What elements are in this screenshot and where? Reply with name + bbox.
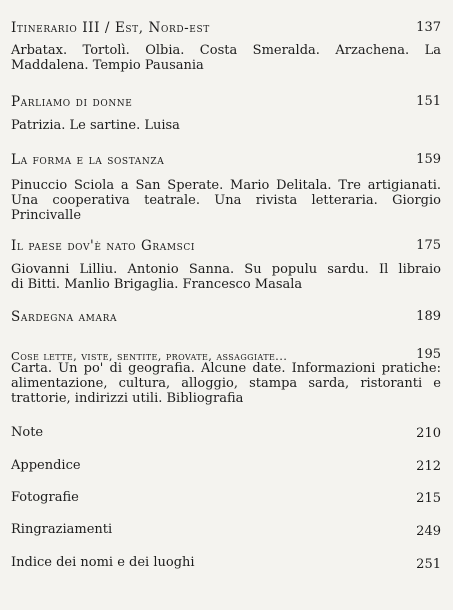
section-title-la-forma-e-la-sostanza: La forma e la sostanza [11, 152, 165, 168]
section-page-number: 151 [416, 94, 441, 109]
description-line: Maddalena. Tempio Pausania [11, 58, 204, 73]
description-line: alimentazione, cultura, alloggio, stampa sarda, ristoranti e [11, 376, 441, 391]
section-description [11, 361, 441, 406]
description-line: Giovanni Lilliu. Antonio Sanna. Su populu sardu. Il libraio [11, 262, 441, 277]
section-title-il-paese-dove-nato-gramsci: Il paese dov'è nato Gramsci [11, 238, 196, 254]
section-description [11, 178, 441, 223]
description-line: Arbatax. Tortolì. Olbia. Costa Smeralda. Arzachena. La [11, 43, 441, 58]
section-title-itinerario-iii: Itinerario III / Est, Nord-est [11, 20, 210, 36]
entry-indice-dei-nomi: Indice dei nomi e dei luoghi [11, 555, 195, 570]
entry-page-number: 210 [416, 426, 441, 441]
section-title-parliamo-di-donne: Parliamo di donne [11, 94, 133, 110]
section-page-number: 159 [416, 152, 441, 167]
section-page-number: 137 [416, 20, 441, 35]
section-title-cose-lette: Cose lette, viste, sentite, provate, assaggiate... [11, 349, 288, 363]
entry-page-number: 249 [416, 524, 441, 539]
entry-page-number: 251 [416, 557, 441, 572]
description-line: di Bitti. Manlio Brigaglia. Francesco Masala [11, 277, 303, 292]
section-description [11, 118, 441, 133]
entry-appendice: Appendice [11, 458, 81, 473]
entry-page-number: 215 [416, 491, 441, 506]
description-line: Una cooperativa teatrale. Una rivista letteraria. Giorgio [11, 193, 441, 208]
section-description [11, 262, 441, 292]
description-line: Pinuccio Sciola a San Sperate. Mario Delitala. Tre artigianati. [11, 178, 441, 193]
description-line: trattorie, indirizzi utili. Bibliografia [11, 391, 244, 406]
description-line: Carta. Un po' di geografia. Alcune date. Informazioni pratiche: [11, 361, 441, 376]
entry-fotografie: Fotografie [11, 490, 79, 505]
entry-note: Note [11, 425, 44, 440]
section-page-number: 189 [416, 309, 441, 324]
entry-ringraziamenti: Ringraziamenti [11, 522, 113, 537]
entry-page-number: 212 [416, 459, 441, 474]
section-page-number: 175 [416, 238, 441, 253]
description-line: Patrizia. Le sartine. Luisa [11, 118, 180, 133]
section-page-number: 195 [416, 347, 441, 362]
section-title-sardegna-amara: Sardegna amara [11, 309, 118, 325]
section-description [11, 43, 441, 73]
description-line: Princivalle [11, 208, 82, 223]
